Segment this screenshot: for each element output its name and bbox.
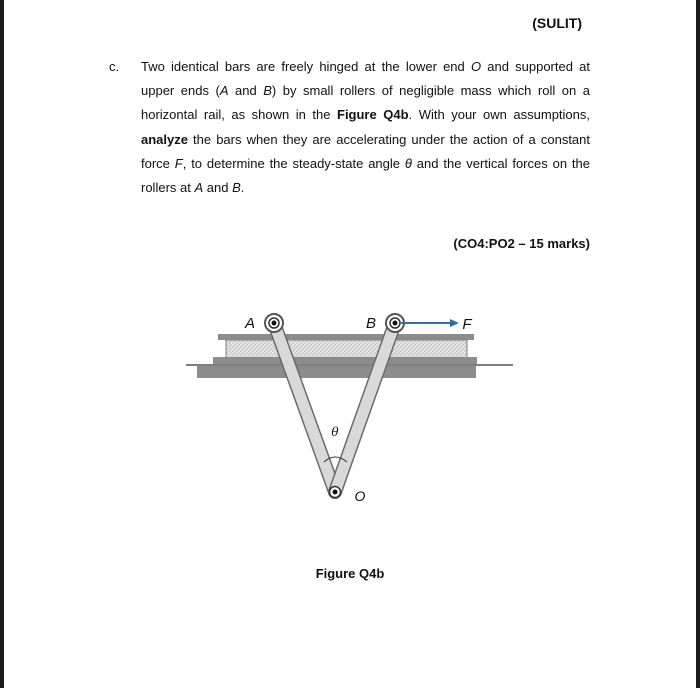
question-text: Two identical bars are freely hinged at the lower end O and supported at upper ends (A and B) by small rollers of negligible mass which roll on a horizontal rail, as shown in the Figure Q4b. With your own assumptions, analyze the bars when they are accelerating under the action of a constant force F, to determine the steady-state angle θ and the vertical forces on the rollers at A and B. — [141, 59, 591, 196]
label-b: B — [365, 315, 377, 332]
label-theta: θ — [331, 425, 339, 439]
figure-q4b-diagram — [0, 290, 700, 520]
rail-top-plate — [218, 334, 474, 340]
label-o: O — [354, 488, 366, 504]
force-arrow-head — [450, 319, 459, 327]
roller-a — [265, 314, 283, 332]
analyze-keyword: analyze — [141, 131, 188, 147]
label-a: A — [244, 315, 256, 332]
marks-allocation: (CO4:PO2 – 15 marks) — [453, 236, 590, 251]
rail-bottom-plate — [213, 357, 477, 364]
rail-base — [197, 366, 476, 378]
pin-o — [330, 487, 341, 498]
figure-caption: Figure Q4b — [315, 566, 385, 581]
figure-reference: Figure Q4b — [337, 107, 409, 123]
question-label: c. — [109, 59, 120, 74]
sulit-header: (SULIT) — [532, 15, 582, 31]
label-f: F — [462, 316, 472, 333]
rail-hatched-block — [226, 340, 467, 358]
